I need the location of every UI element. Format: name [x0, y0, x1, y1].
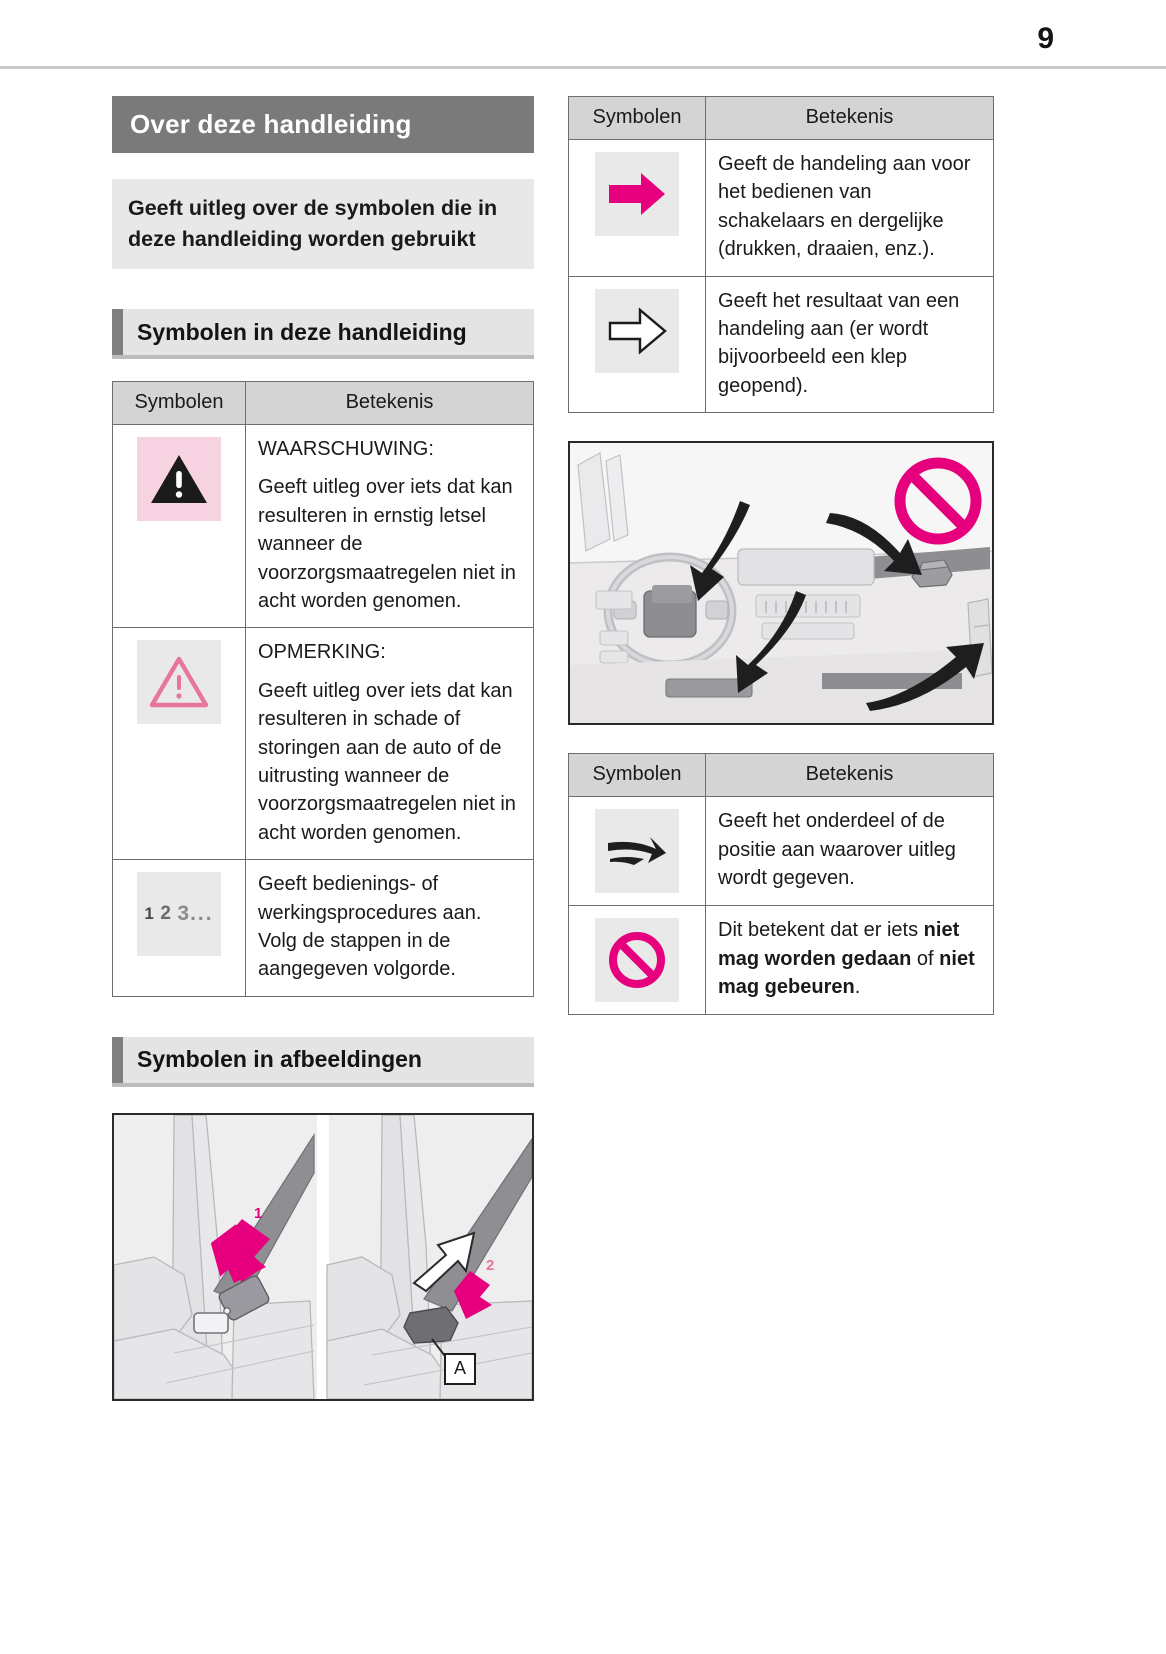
symbol-cell: [113, 860, 246, 997]
page-number: 9: [1037, 22, 1054, 55]
left-column: [112, 96, 534, 1401]
outline-arrow-right-icon: [595, 289, 679, 373]
warning-body-text: Geeft uitleg over iets dat kan resulteren in ernstig letsel wanneer de voorzorgsmaatregelen niet in acht worden genomen.: [258, 476, 516, 612]
table-header-row: [569, 97, 994, 140]
callout-label-1: 1: [254, 1204, 263, 1222]
figures-heading-label: Symbolen in afbeeldingen: [137, 1046, 422, 1073]
symbol-cell: [569, 276, 706, 413]
table-row: [113, 628, 534, 860]
table-row: [569, 140, 994, 277]
header-rule: [0, 66, 1166, 69]
meaning-cell: Geeft de handeling aan voor het bedienen van schakelaars en dergelijke (drukken, draaien, enz.).: [706, 140, 994, 277]
step-number-three: 3: [177, 902, 191, 926]
intro-text: Geeft uitleg over de symbolen die in deze handleiding worden gebruikt: [112, 179, 534, 269]
warning-triangle-filled-icon: [137, 437, 221, 521]
notice-lead-label: OPMERKING:: [258, 641, 386, 664]
column-header-meaning: Betekenis: [706, 754, 994, 797]
table-row: [569, 276, 994, 413]
notice-triangle-outline-icon: [137, 640, 221, 724]
symbol-cell: [569, 797, 706, 906]
column-header-symbols: Symbolen: [569, 97, 706, 140]
symbol-cell: [113, 628, 246, 860]
table-header-row: [569, 754, 994, 797]
step-number-two: 2: [160, 903, 172, 925]
column-header-symbols: Symbolen: [569, 754, 706, 797]
symbol-cell: [569, 140, 706, 277]
table-row: [113, 860, 534, 997]
column-header-symbols: Symbolen: [113, 382, 246, 425]
section-heading-symbols-in-manual: [112, 309, 534, 355]
main-heading: Over deze handleiding: [112, 96, 534, 153]
numbered-steps-icon: [137, 872, 221, 956]
step-ellipsis: ...: [190, 902, 214, 926]
prohibition-rich-text: Dit betekent dat er iets niet mag worden gedaan of niet mag gebeuren.: [718, 919, 975, 998]
symbol-cell: [569, 906, 706, 1015]
meaning-cell: Geeft het resultaat van een handeling aan (er wordt bijvoorbeeld een klep geopend).: [706, 276, 994, 413]
right-column: [568, 96, 994, 1015]
table-header-row: [113, 382, 534, 425]
magenta-arrow-right-icon: [595, 152, 679, 236]
notice-body-text: Geeft uitleg over iets dat kan resulteren in schade of storingen aan de auto of de uitrusting wanneer de voorzorgsmaatregelen niet in acht worden genomen.: [258, 679, 516, 844]
meaning-cell: [246, 860, 534, 997]
meaning-cell: [246, 628, 534, 860]
prohibition-circle-icon: [595, 918, 679, 1002]
curved-black-arrow-icon: [595, 809, 679, 893]
section-heading-symbols-in-figures: [112, 1037, 534, 1083]
table-row: [113, 425, 534, 628]
seat-belt-buckle-illustration: [112, 1113, 534, 1401]
column-header-meaning: Betekenis: [706, 97, 994, 140]
section-accent-bar: [112, 309, 123, 355]
callout-label-2: 2: [486, 1256, 495, 1274]
symbols-in-manual-table: [112, 381, 534, 997]
table-row: [569, 797, 994, 906]
meaning-cell: [706, 906, 994, 1015]
warning-lead-label: WAARSCHUWING:: [258, 438, 434, 461]
figure-symbols-table: [568, 753, 994, 1015]
callout-box-a: [444, 1353, 476, 1385]
steps-body-text: Geeft bedienings- of werkingsprocedures aan. Volg de stappen in de aangegeven volgorde.: [258, 873, 482, 981]
action-symbols-table: [568, 96, 994, 413]
step-number-one: 1: [144, 904, 155, 924]
section-heading-label: Symbolen in deze handleiding: [137, 318, 467, 345]
meaning-cell: Geeft het onderdeel of de positie aan waarover uitleg wordt gegeven.: [706, 797, 994, 906]
section-accent-bar: [112, 1037, 123, 1083]
table-row: [569, 906, 994, 1015]
column-header-meaning: Betekenis: [246, 382, 534, 425]
vehicle-dashboard-illustration: [568, 441, 994, 725]
symbol-cell: [113, 425, 246, 628]
callout-label-a: A: [453, 1358, 466, 1379]
meaning-cell: [246, 425, 534, 628]
